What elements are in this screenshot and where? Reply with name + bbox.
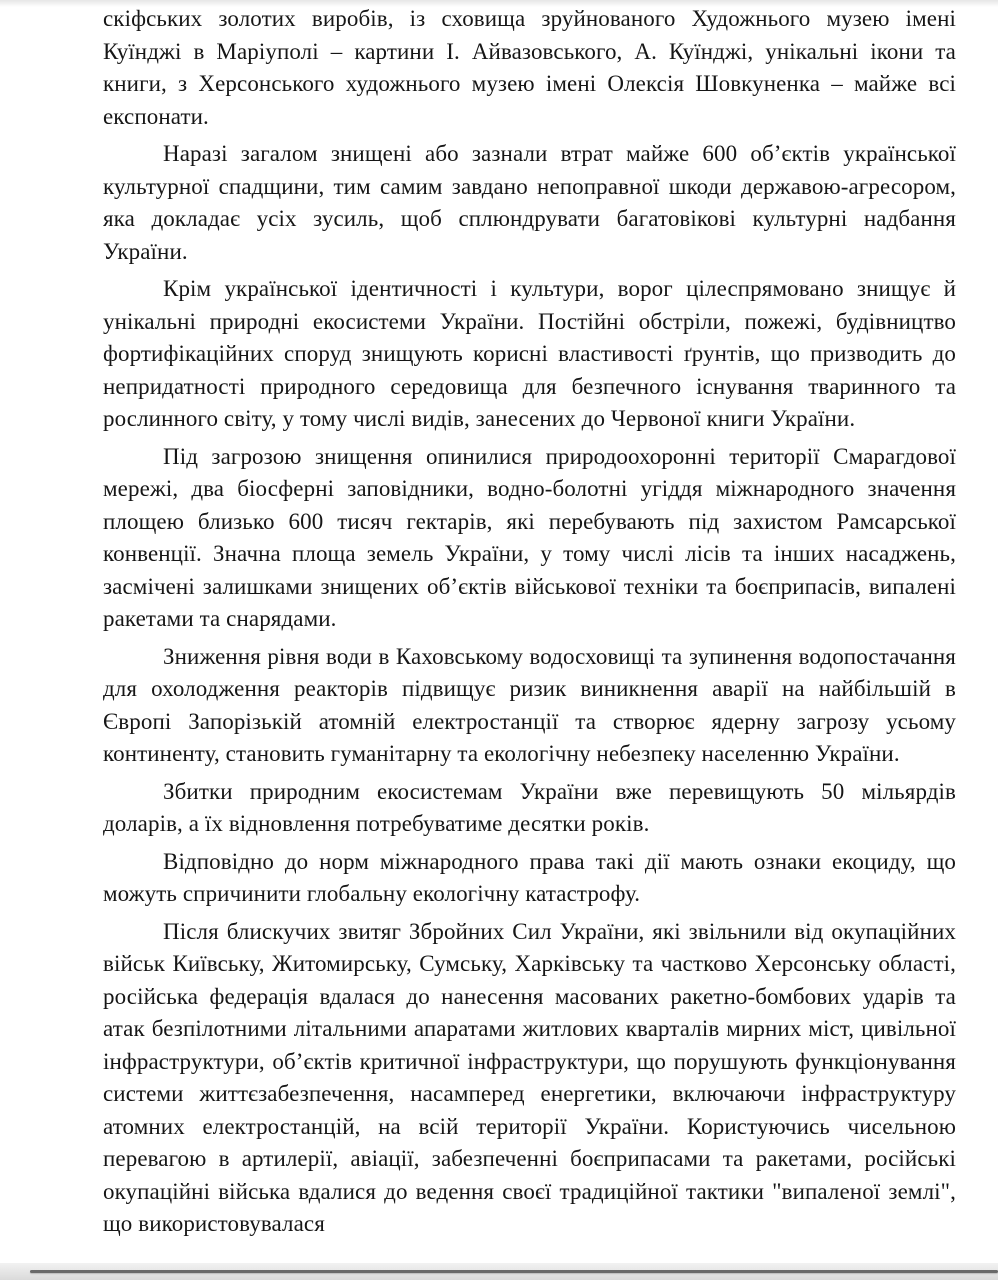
- page-bottom-edge: [0, 1263, 998, 1280]
- paragraph: Після блискучих звитяг Збройних Сил України, які звільнили від окупаційних військ Київську, Житомирську, Сумську, Харківську та частково Херсонську області, російська федерація вдалася до нанесення масованих ракетно-бомбових ударів та атак безпілотними літальними апаратами житлових кварталів мирних міст, цивільної інфраструктури, об’єктів критичної інфраструктури, що порушують функціонування системи життєзабезпечення, насамперед енергетики, включаючи інфраструктуру атомних електростанцій, на всій території України. Користуючись чисельною перевагою в артилерії, авіації, забезпеченні боєприпасами та ракетами, російські окупаційні війська вдалися до ведення своєї традиційної тактики "випаленої землі", що використовувалася: [103, 918, 956, 1236]
- paragraph: Наразі загалом знищені або зазнали втрат майже 600 об’єктів української культурної спадщини, тим самим завдано непоправної шкоди державою-агресором, яка докладає усіх зусиль, щоб сплюндрувати багатовікові культурні надбання України.: [103, 141, 956, 264]
- paragraph: скіфських золотих виробів, із сховища зруйнованого Художнього музею імені Куїнджі в Маріуполі – картини І. Айвазовського, А. Куїнджі, унікальні ікони та книги, з Херсонського художнього музею імені Олексія Шовкуненка – майже всі експонати.: [103, 6, 956, 129]
- paragraph: Зниження рівня води в Каховському водосховищі та зупинення водопостачання для охолодження реакторів підвищує ризик виникнення аварії на найбільшій в Європі Запорізькій атомній електростанції та створює ядерну загрозу усьому континенту, становить гуманітарну та екологічну небезпеку населенню України.: [103, 643, 956, 766]
- document-body: [103, 3, 956, 1246]
- paragraph: Під загрозою знищення опинилися природоохоронні території Смарагдової мережі, два біосферні заповідники, водно-болотні угіддя міжнародного значення площею близько 600 тисяч гектарів, які перебувають під захистом Рамсарської конвенції. Значна площа земель України, у тому числі лісів та інших насаджень, засмічені залишками знищених об’єктів військової техніки та боєприпасів, випалені ракетами та снарядами.: [103, 443, 956, 631]
- paragraph: Крім української ідентичності і культури, ворог цілеспрямовано знищує й унікальні природні екосистеми України. Постійні обстріли, пожежі, будівництво фортифікаційних споруд знищують корисні властивості ґрунтів, що призводить до непридатності природного середовища для безпечного існування тваринного та рослинного світу, у тому числі видів, занесених до Червоної книги України.: [103, 276, 956, 431]
- paragraph: Відповідно до норм міжнародного права такі дії мають ознаки екоциду, що можуть спричинити глобальну екологічну катастрофу.: [103, 848, 956, 906]
- bottom-edge-line: [30, 1270, 998, 1273]
- paragraph: Збитки природним екосистемам України вже перевищують 50 мільярдів доларів, а їх відновлення потребуватиме десятки років.: [103, 778, 956, 836]
